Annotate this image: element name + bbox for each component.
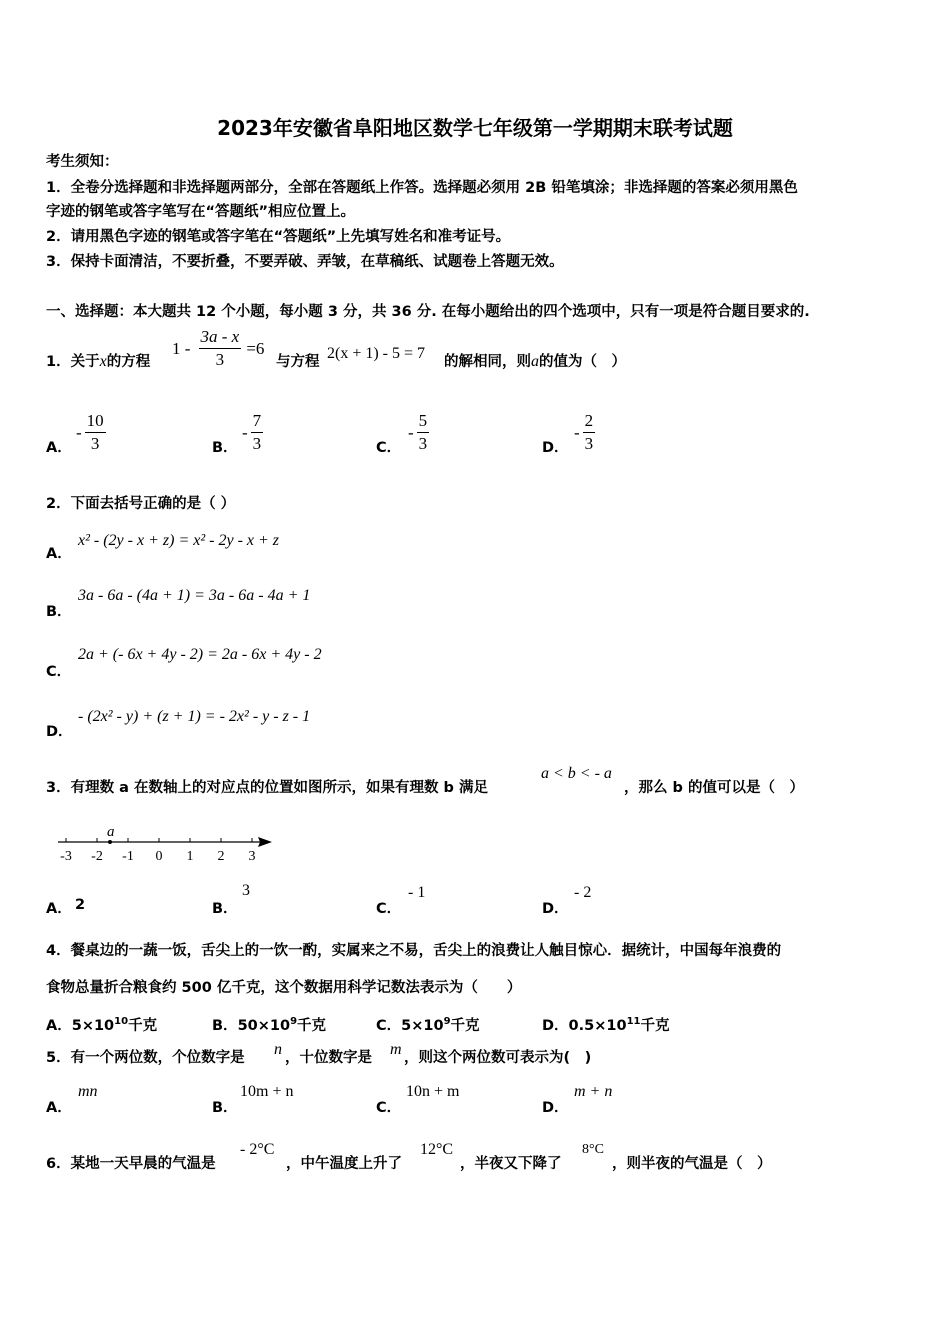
q3-option-c-label[interactable]: C．	[376, 901, 402, 917]
q2-option-d-label[interactable]: D．	[46, 724, 73, 740]
q5-option-c-expr[interactable]: 10n + m	[406, 1083, 460, 1100]
q3-option-b-value[interactable]: 3	[242, 882, 250, 899]
q2-option-d-expr[interactable]: - (2x² - y) + (z + 1) = - 2x² - y - z - 1	[78, 708, 311, 725]
q6-temp-drop: 8°C	[582, 1142, 604, 1157]
q4-option-c[interactable]: C．$5\times 10^9$千克	[376, 1016, 480, 1034]
q4-line-2: 食物总量折合粮食约 500 亿千克，这个数据用科学记数法表示为（ ）	[46, 980, 522, 996]
q5-stem-a: 5．有一个两位数，个位数字是	[46, 1050, 245, 1066]
notice-line-1b: 字迹的钢笔或答字笔写在“答题纸”相应位置上。	[46, 204, 356, 220]
q5-option-a-label[interactable]: A．	[46, 1100, 72, 1116]
q1-option-d-value[interactable]: - $\frac{2}{3}$	[574, 411, 594, 453]
number-line-tick-label: 0	[155, 849, 163, 864]
q3-option-b-label[interactable]: B．	[212, 901, 238, 917]
q2-option-c-expr[interactable]: 2a + (- 6x + 4y - 2) = 2a - 6x + 4y - 2	[78, 646, 322, 663]
q5-option-b-label[interactable]: B．	[212, 1100, 238, 1116]
number-line-tick-label: -2	[91, 849, 103, 864]
number-line-tick-label: 2	[217, 849, 225, 864]
q6-stem-b: ，中午温度上升了	[286, 1156, 402, 1172]
q1-option-c-label[interactable]: C．	[376, 440, 402, 456]
q4-option-d[interactable]: D．$0.5\times 10^{11}$千克	[542, 1016, 670, 1034]
q5-option-c-label[interactable]: C．	[376, 1100, 402, 1116]
q3-stem-b: ，那么 b 的值可以是（ ）	[624, 780, 804, 796]
notice-line-3: 3．保持卡面清洁，不要折叠，不要弄破、弄皱，在草稿纸、试题卷上答题无效。	[46, 254, 564, 270]
notice-line-2: 2．请用黑色字迹的钢笔或答字笔在“答题纸”上先填写姓名和准考证号。	[46, 229, 511, 245]
q6-stem-d: ，则半夜的气温是（ ）	[612, 1156, 772, 1172]
q1-mid2: 与方程	[276, 354, 320, 370]
number-line-tick-label: -3	[60, 849, 72, 864]
q2-option-b-label[interactable]: B．	[46, 604, 72, 620]
point-a-marker	[108, 840, 112, 844]
point-a-label: a	[107, 824, 115, 840]
q1-option-b-value[interactable]: - $\frac{7}{3}$	[242, 411, 262, 453]
number-line-tick-label: 1	[186, 849, 194, 864]
q1-stem: 1．关于x的方程	[46, 353, 151, 370]
q3-stem-a: 3．有理数 a 在数轴上的对应点的位置如图所示，如果有理数 b 满足	[46, 780, 488, 796]
q5-option-a-expr[interactable]: mn	[78, 1083, 98, 1100]
q1-mid3: 的解相同，则a的值为（ ）	[444, 353, 626, 370]
q1-option-a-label[interactable]: A．	[46, 440, 72, 456]
q1-option-a-value[interactable]: - $\frac{10}{3}$	[76, 411, 104, 453]
q3-condition: a < b < - a	[541, 765, 612, 782]
number-line	[50, 822, 280, 870]
q6-stem-c: ，半夜又下降了	[460, 1156, 562, 1172]
number-line-tick-label: 3	[248, 849, 256, 864]
q1-options	[46, 410, 906, 460]
q3-option-a-value[interactable]: 2	[75, 897, 86, 913]
notice-heading: 考生须知：	[46, 154, 119, 170]
q5-option-b-expr[interactable]: 10m + n	[240, 1083, 294, 1100]
q3-option-d-label[interactable]: D．	[542, 901, 569, 917]
q5-option-d-label[interactable]: D．	[542, 1100, 569, 1116]
q4-option-b[interactable]: B．$50\times 10^9$千克	[212, 1016, 327, 1034]
section-heading: 一、选择题：本大题共 12 个小题，每小题 3 分，共 36 分. 在每小题给出的四个选项中，只有一项是符合题目要求的.	[46, 304, 810, 320]
q4-line-1: 4．餐桌边的一蔬一饭，舌尖上的一饮一酌，实属来之不易，舌尖上的浪费让人触目惊心．据统计，中国每年浪费的	[46, 943, 782, 959]
q1-equation-1: 1 - $\frac{3a - x}{3}$ =6	[172, 327, 265, 369]
q6-temp-morning: - 2°C	[240, 1141, 275, 1158]
q5-var-m: m	[390, 1041, 402, 1058]
q5-option-d-expr[interactable]: m + n	[574, 1083, 613, 1100]
q1-option-d-label[interactable]: D．	[542, 440, 569, 456]
q3-option-d-value[interactable]: - 2	[574, 884, 592, 901]
q2-option-b-expr[interactable]: 3a - 6a - (4a + 1) = 3a - 6a - 4a + 1	[78, 587, 311, 604]
number-line-arrow	[258, 837, 272, 847]
q6-temp-rise: 12°C	[420, 1141, 454, 1158]
q2-option-a-expr[interactable]: x² - (2y - x + z) = x² - 2y - x + z	[78, 532, 280, 549]
q1-option-c-value[interactable]: - $\frac{5}{3}$	[408, 411, 428, 453]
q4-option-a[interactable]: A．$5\times 10^{10}$千克	[46, 1016, 158, 1034]
number-line-tick-label: -1	[122, 849, 134, 864]
q5-var-n: n	[274, 1041, 282, 1058]
q1-equation-2: 2(x + 1) - 5 = 7	[327, 345, 426, 362]
notice-line-1a: 1．全卷分选择题和非选择题两部分，全部在答题纸上作答。选择题必须用 2B 铅笔填涂；非选择题的答案必须用黑色	[46, 180, 798, 196]
q6-stem-a: 6．某地一天早晨的气温是	[46, 1156, 216, 1172]
page-title: 2023年安徽省阜阳地区数学七年级第一学期期末联考试题	[217, 116, 733, 140]
q3-option-c-value[interactable]: - 1	[408, 884, 426, 901]
q1-option-b-label[interactable]: B．	[212, 440, 238, 456]
q3-option-a-label[interactable]: A．	[46, 901, 72, 917]
q2-stem: 2．下面去括号正确的是（ ）	[46, 496, 236, 512]
q2-option-c-label[interactable]: C．	[46, 664, 72, 680]
q5-stem-c: ，则这个两位数可表示为( )	[404, 1050, 592, 1066]
q2-option-a-label[interactable]: A．	[46, 546, 72, 562]
q5-stem-b: ，十位数字是	[285, 1050, 372, 1066]
